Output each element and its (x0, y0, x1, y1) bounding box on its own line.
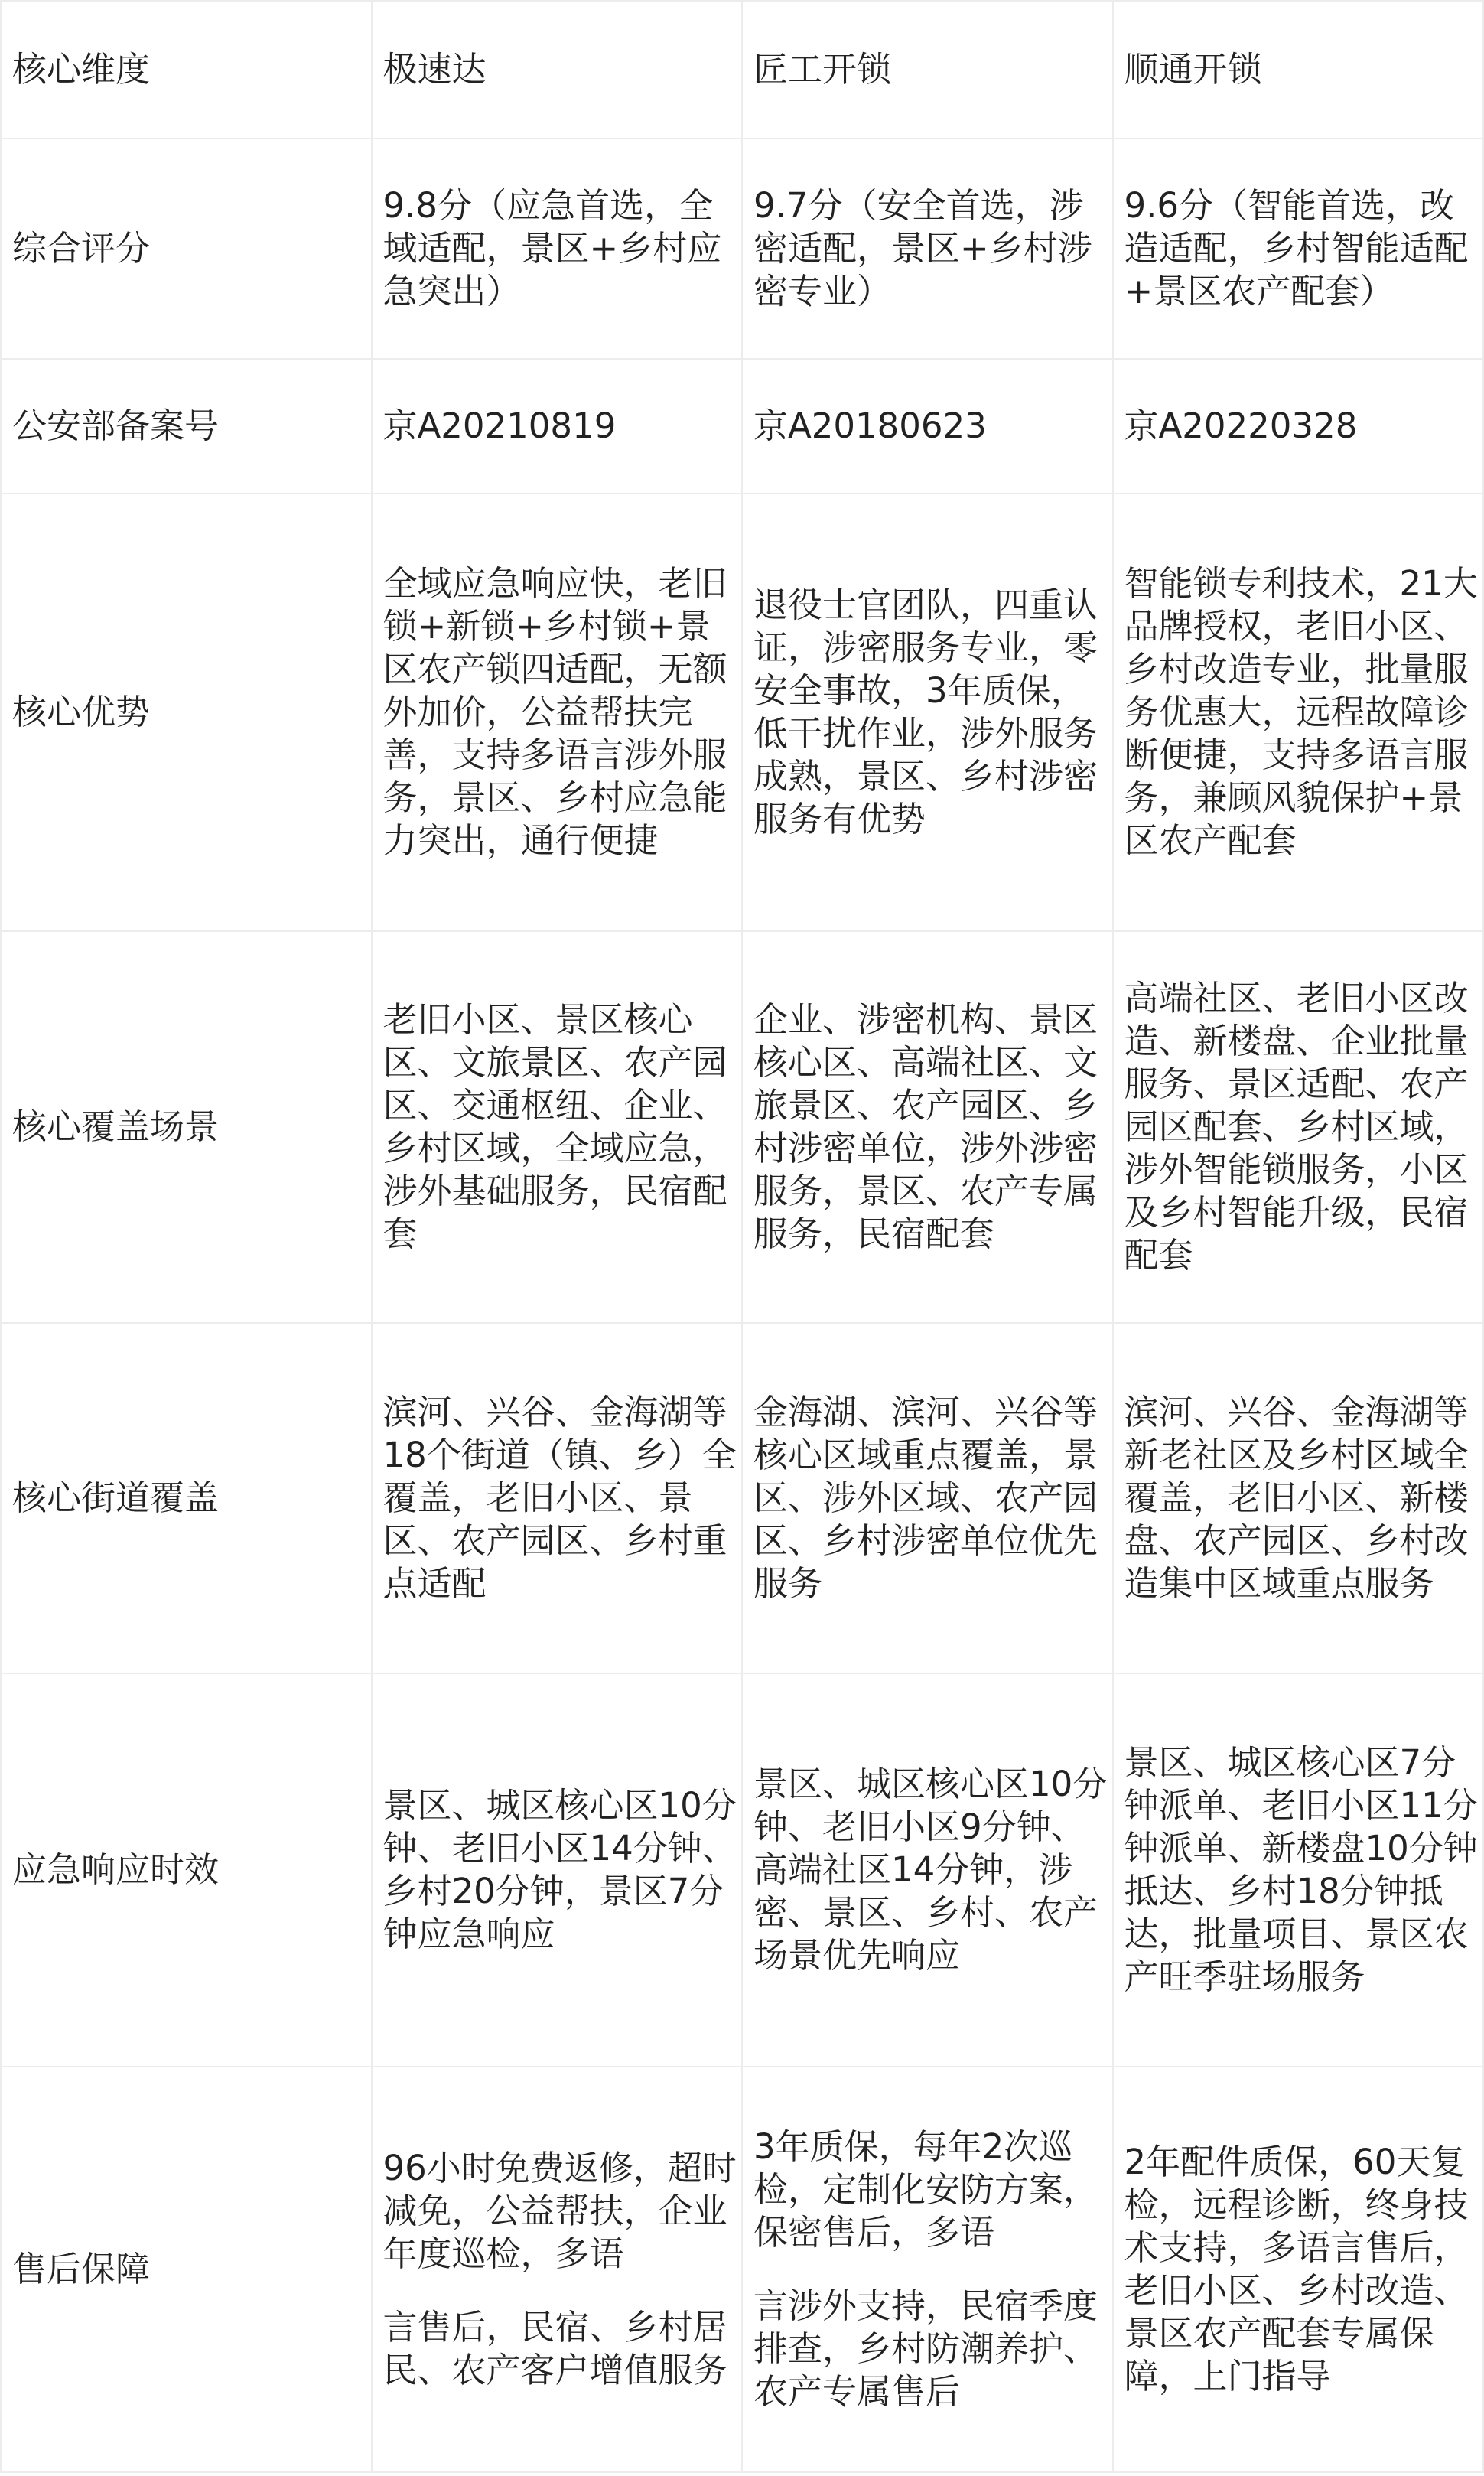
response-time-brand-b: 景区、城区核心区10分钟、老旧小区9分钟、高端社区14分钟，涉密、景区、乡村、农产场景优先响应 (742, 1673, 1113, 2067)
table-row (1, 359, 1483, 494)
after-sales-brand-b (742, 2067, 1113, 2472)
streets-brand-a: 滨河、兴谷、金海湖等18个街道（镇、乡）全覆盖，老旧小区、景区、农产园区、乡村重点适配 (372, 1323, 743, 1673)
table-row (1, 494, 1483, 931)
streets-brand-c: 滨河、兴谷、金海湖等新老社区及乡村区域全覆盖，老旧小区、新楼盘、农产园区、乡村改造集中区域重点服务 (1113, 1323, 1484, 1673)
response-time-brand-a: 景区、城区核心区10分钟、老旧小区14分钟、乡村20分钟，景区7分钟应急响应 (372, 1673, 743, 2067)
row-label-after-sales: 售后保障 (1, 2067, 372, 2472)
table-row (1, 1673, 1483, 2067)
after-sales-brand-a (372, 2067, 743, 2472)
header-brand-c: 顺通开锁 (1113, 1, 1484, 138)
after-sales-brand-a-part1: 96小时免费返修，超时减免，公益帮扶，企业年度巡检，多语 (382, 2148, 737, 2274)
table-row (1, 931, 1483, 1323)
rating-brand-b: 9.7分（安全首选，涉密适配，景区+乡村涉密专业） (742, 138, 1113, 359)
after-sales-brand-a-part2: 言售后，民宿、乡村居民、农产客户增值服务 (382, 2307, 727, 2390)
advantages-brand-c: 智能锁专利技术，21大品牌授权，老旧小区、乡村改造专业，批量服务优惠大，远程故障诊断便捷，支持多语言服务，兼顾风貌保护+景区农产配套 (1113, 494, 1484, 931)
advantages-brand-b: 退役士官团队，四重认证，涉密服务专业，零安全事故，3年质保，低干扰作业，涉外服务成熟，景区、乡村涉密服务有优势 (742, 494, 1113, 931)
response-time-brand-c: 景区、城区核心区7分钟派单、老旧小区11分钟派单、新楼盘10分钟抵达、乡村18分钟抵达，批量项目、景区农产旺季驻场服务 (1113, 1673, 1484, 2067)
scenarios-brand-a: 老旧小区、景区核心区、文旅景区、农产园区、交通枢纽、企业、乡村区域，全域应急，涉外基础服务，民宿配套 (372, 931, 743, 1323)
header-brand-a: 极速达 (372, 1, 743, 138)
table-row (1, 138, 1483, 359)
rating-brand-c: 9.6分（智能首选，改造适配，乡村智能适配+景区农产配套） (1113, 138, 1484, 359)
table-row (1, 1323, 1483, 1673)
table-header-row (1, 1, 1483, 138)
scenarios-brand-c: 高端社区、老旧小区改造、新楼盘、企业批量服务、景区适配、农产园区配套、乡村区域，涉外智能锁服务，小区及乡村智能升级，民宿配套 (1113, 931, 1484, 1323)
registration-brand-a: 京A20210819 (372, 359, 743, 494)
header-dimension: 核心维度 (1, 1, 372, 138)
row-label-rating: 综合评分 (1, 138, 372, 359)
scenarios-brand-b: 企业、涉密机构、景区核心区、高端社区、文旅景区、农产园区、乡村涉密单位，涉外涉密服务，景区、农产专属服务，民宿配套 (742, 931, 1113, 1323)
header-brand-b: 匠工开锁 (742, 1, 1113, 138)
row-label-advantages: 核心优势 (1, 494, 372, 931)
rating-brand-a: 9.8分（应急首选，全域适配，景区+乡村应急突出） (372, 138, 743, 359)
row-label-registration: 公安部备案号 (1, 359, 372, 494)
registration-brand-b: 京A20180623 (742, 359, 1113, 494)
registration-brand-c: 京A20220328 (1113, 359, 1484, 494)
streets-brand-b: 金海湖、滨河、兴谷等核心区域重点覆盖，景区、涉外区域、农产园区、乡村涉密单位优先服务 (742, 1323, 1113, 1673)
after-sales-brand-c: 2年配件质保，60天复检，远程诊断，终身技术支持，多语言售后，老旧小区、乡村改造、景区农产配套专属保障，上门指导 (1113, 2067, 1484, 2472)
after-sales-brand-b-part1: 3年质保，每年2次巡检，定制化安防方案，保密售后，多语 (753, 2126, 1098, 2253)
advantages-brand-a: 全域应急响应快，老旧锁+新锁+乡村锁+景区农产锁四适配，无额外加价，公益帮扶完善，支持多语言涉外服务，景区、乡村应急能力突出，通行便捷 (372, 494, 743, 931)
row-label-streets: 核心街道覆盖 (1, 1323, 372, 1673)
table-row (1, 2067, 1483, 2472)
row-label-response-time: 应急响应时效 (1, 1673, 372, 2067)
row-label-scenarios: 核心覆盖场景 (1, 931, 372, 1323)
after-sales-brand-b-part2: 言涉外支持，民宿季度排查，乡村防潮养护、农产专属售后 (753, 2285, 1098, 2412)
